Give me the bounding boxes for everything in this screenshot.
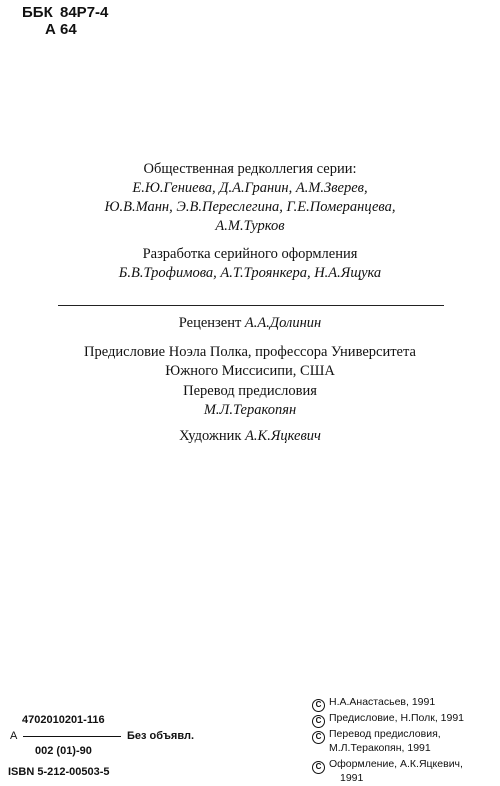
copyright-line-5: C Оформление, А.К.Яцкевич, (312, 757, 463, 774)
imprint-number-top: 4702010201-116 (22, 714, 105, 726)
copyright-icon: C (312, 761, 325, 774)
divider-rule (58, 305, 444, 306)
reviewer-label: Рецензент (178, 315, 242, 331)
copyright-line-2: C Предисловие, Н.Полк, 1991 (312, 711, 464, 728)
imprint-price-note: Без объявл. (127, 730, 195, 742)
imprint-number-bottom: 002 (01)-90 (35, 745, 92, 757)
translation-label: Перевод предисловия (183, 383, 317, 399)
editorial-board (0, 160, 500, 236)
isbn: ISBN 5-212-00503-5 (8, 766, 110, 778)
imprint-fraction-line (23, 736, 121, 737)
series-design-title: Разработка серийного оформления (142, 246, 358, 262)
artist-label: Художник (179, 428, 242, 444)
reviewer-name: А.А.Долинин (244, 315, 322, 331)
translation-name: М.Л.Теракопян (203, 402, 297, 418)
copyright-line-3: C Перевод предисловия, (312, 727, 441, 744)
copyright-icon: C (312, 715, 325, 728)
artist (0, 427, 500, 446)
editorial-board-line-3: А.М.Турков (215, 218, 285, 234)
imprint-letter: А (10, 730, 18, 742)
reviewer (0, 314, 500, 333)
copyright-line-6: 1991 (340, 772, 364, 784)
series-design-names: Б.В.Трофимова, А.Т.Троянкера, Н.А.Ящука (118, 265, 382, 281)
copyright-icon: C (312, 699, 325, 712)
copyright-line-1: C Н.А.Анастасьев, 1991 (312, 695, 435, 712)
copyright-icon: C (312, 731, 325, 744)
preface-line-2: Южного Миссисипи, США (165, 363, 335, 379)
series-design (0, 245, 500, 283)
author-index: А 64 (45, 21, 77, 38)
bbk-code: 84Р7-4 (60, 4, 109, 21)
translation (0, 382, 500, 420)
copyright-line-4: М.Л.Теракопян, 1991 (329, 742, 431, 754)
editorial-board-title: Общественная редколлегия серии: (143, 161, 357, 177)
editorial-board-line-1: Е.Ю.Гениева, Д.А.Гранин, А.М.Зверев, (132, 180, 368, 196)
preface (0, 343, 500, 381)
artist-name: А.К.Яцкевич (245, 428, 321, 444)
bbk-label: ББК (22, 4, 53, 21)
preface-line-1: Предисловие Ноэла Полка, профессора Университета (84, 344, 416, 360)
editorial-board-line-2: Ю.В.Манн, Э.В.Переслегина, Г.Е.Померанцева, (104, 199, 396, 215)
